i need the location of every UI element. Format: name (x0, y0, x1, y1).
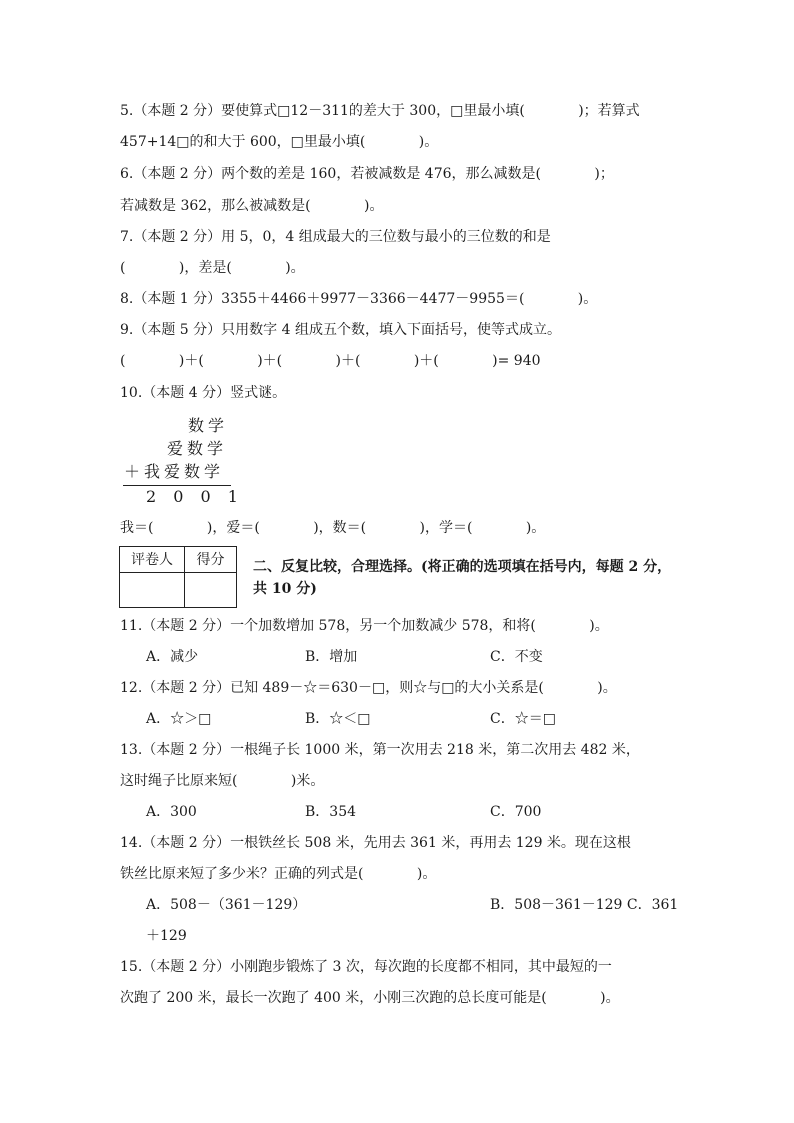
score-table (119, 546, 237, 608)
question-14-option-c-continued: ＋129 (146, 928, 187, 944)
crossword-row-3: ＋我爱数学 (124, 462, 225, 481)
score-table-grader-header: 评卷人 (131, 552, 173, 568)
crossword-sum-rule (123, 485, 231, 486)
question-14-line-2: 铁丝比原来短了多少米？正确的列式是( )。 (120, 866, 437, 882)
question-14-option-a: A．508－（361－129） (146, 897, 307, 913)
question-8-line-1: 8.（本题 1 分）3355＋4466＋9977－3366－4477－9955＝( )。 (120, 291, 598, 307)
question-12-option-a: A．☆＞□ (146, 711, 212, 727)
crossword-row-2: 爱数学 (167, 439, 228, 458)
question-11-option-b: B．增加 (305, 649, 358, 665)
question-6-line-1: 6.（本题 2 分）两个数的差是 160，若被减数是 476，那么减数是( )； (120, 166, 614, 182)
question-5-line-2: 457+14□的和大于 600，□里最小填( )。 (120, 134, 439, 150)
question-10-line-1: 10.（本题 4 分）竖式谜。 (120, 385, 287, 401)
question-7-line-2: ( )，差是( )。 (120, 260, 305, 276)
question-13-option-c: C．700 (490, 804, 542, 820)
question-13-option-a: A．300 (146, 804, 197, 820)
question-12-option-b: B．☆＜□ (305, 711, 371, 727)
question-14-line-1: 14.（本题 2 分）一根铁丝长 508 米，先用去 361 米，再用去 129 米。现在这根 (120, 835, 631, 851)
section-2-title: 二、反复比较，合理选择。(将正确的选项填在括号内，每题 2 分，共 10 分) (253, 559, 672, 597)
question-10-answer: 我＝( )，爱＝( )，数＝( )，学＝( )。 (120, 520, 546, 536)
question-11-option-c: C．不变 (490, 649, 543, 665)
question-15-line-1: 15.（本题 2 分）小刚跑步锻炼了 3 次，每次跑的长度都不相同，其中最短的一 (120, 959, 612, 975)
question-15-line-2: 次跑了 200 米，最长一次跑了 400 米，小刚三次跑的总长度可能是( )。 (120, 990, 620, 1006)
score-table-score-header: 得分 (196, 552, 225, 568)
question-11-line-1: 11.（本题 2 分）一个加数增加 578，另一个加数减少 578，和将( )。 (120, 618, 609, 634)
score-table-row-divider (120, 572, 236, 573)
question-5-line-1: 5.（本题 2 分）要使算式□12－311的差大于 300，□里最小填( )；若算式 (120, 103, 640, 119)
question-13-option-b: B．354 (305, 804, 357, 820)
question-13-line-2: 这时绳子比原来短( )米。 (120, 773, 325, 789)
question-14-option-b-c: B．508－361－129 C．361 (490, 897, 679, 913)
question-6-line-2: 若减数是 362，那么被减数是( )。 (120, 198, 384, 214)
question-13-line-1: 13.（本题 2 分）一根绳子长 1000 米，第一次用去 218 米，第二次用去 482 米， (120, 742, 640, 758)
question-12-option-c: C．☆＝□ (490, 711, 556, 727)
crossword-row-1: 数学 (188, 416, 229, 435)
question-9-line-1: 9.（本题 5 分）只用数字 4 组成五个数，填入下面括号，使等式成立。 (120, 322, 561, 338)
question-7-line-1: 7.（本题 2 分）用 5，0，4 组成最大的三位数与最小的三位数的和是 (120, 229, 551, 245)
crossword-sum: 2 0 0 1 (146, 487, 244, 506)
question-12-line-1: 12.（本题 2 分）已知 489－☆＝630－□，则☆与□的大小关系是( )。 (120, 680, 617, 696)
question-9-line-2: ( )＋( )＋( )＋( )＋( )= 940 (120, 353, 541, 369)
question-11-option-a: A．减少 (146, 649, 199, 665)
